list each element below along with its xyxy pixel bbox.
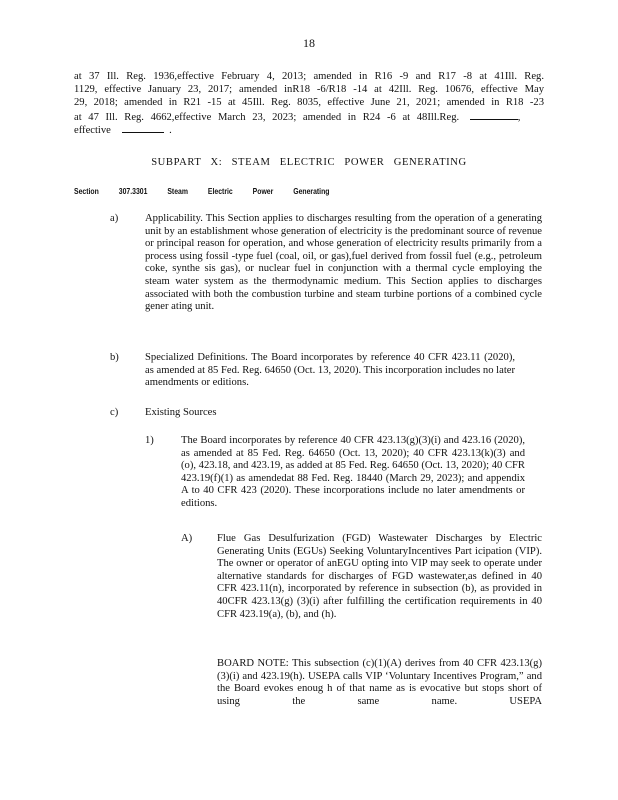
history-line-4-end: , bbox=[517, 112, 521, 123]
section-number: 307.3301 bbox=[118, 186, 148, 196]
item-b-text: Specialized Definitions. The Board incorporates by reference 40 CFR 423.11 (2020), as amended at 85 Fed. Reg. 64650 (Oct. 13, 2020). This incorporation includes no later amendments or editions. bbox=[145, 352, 515, 389]
item-c1-label: 1) bbox=[145, 435, 154, 446]
history-line-5-end: . bbox=[169, 125, 172, 136]
subpart-title: SUBPART X: STEAM ELECTRIC POWER GENERATING bbox=[151, 157, 467, 168]
item-c-label: c) bbox=[110, 407, 119, 418]
item-c-text: Existing Sources bbox=[145, 407, 217, 418]
item-c1A-text: Flue Gas Desulfurization (FGD) Wastewater Discharges by Electric Generating Units (EGUs) Seeking VoluntaryIncentives Part icipation (VIP). The owner or operator of anEGU opting into VIP may seek to operate under alternative standards for discharges of FGD wastewater,as defined in 40 CFR 423.11(n), incorporated by reference in subsection (b), as provided in 40CFR 423.13(g) (3)(i) after fulfilling the certification requirements in 40 CFR 423.19(a), (b), and (h). bbox=[217, 533, 542, 620]
board-note: BOARD NOTE: This subsection (c)(1)(A) derives from 40 CFR 423.13(g)(3)(i) and 423.19(h). USEPA calls VIP ‘Voluntary Incentives Program,” and the Board evokes enoug h of that name as is evocative but stops short of using the same name. USEPA bbox=[217, 658, 542, 707]
item-a-text: Applicability. This Section applies to discharges resulting from the operation of a generating unit by an establishment whose generation of electricity is the predominant source of revenue or principal reason for operation, and whose generation of electricity results primarily from a process using fossil -type fuel (coal, oil, or gas),fuel derived from fossil fuel (e.g., petroleum coke, synthe sis gas), or nuclear fuel in conjunction with a thermal cycle employing the steam water system as the thermodynamic medium. This Section applies to discharges associated with both the combustion turbine and steam turbine portions of a combined cycle gener ating unit. bbox=[145, 213, 542, 313]
section-heading bbox=[74, 186, 329, 196]
history-line-3: 29, 2018; amended in R21 -15 at 45Ill. Reg. 8035, effective June 21, 2021; amended in R18 -23 bbox=[74, 97, 544, 108]
page-number: 18 bbox=[303, 36, 315, 50]
blank-effective-date bbox=[122, 123, 164, 133]
item-c1-text: The Board incorporates by reference 40 CFR 423.13(g)(3)(i) and 423.16 (2020), as amended at 85 Fed. Reg. 64650 (Oct. 13, 2020); 40 CFR 423.13(k)(3) and (o), 423.18, and 423.19, as added at 85 Fed. Reg. 64650 (Oct. 13, 2020); 40 CFR 423.19(f)(1) as amendedat 88 Fed. Reg. 18440 (March 29, 2023); and appendix A to 40 CFR 423 (2020). These incorporations include no later amendments or editions. bbox=[181, 435, 525, 509]
history-line-5 bbox=[74, 123, 374, 138]
history-line-5-text: effective bbox=[74, 125, 111, 136]
history-line-1: at 37 Ill. Reg. 1936,effective February 4, 2013; amended in R16 -9 and R17 -8 at 41Ill. Reg. bbox=[74, 71, 544, 82]
item-b-label: b) bbox=[110, 352, 119, 363]
blank-register-page bbox=[470, 110, 518, 120]
history-line-4-text: at 47 Ill. Reg. 4662,effective March 23, 2023; amended in R24 -6 at 48Ill.Reg. bbox=[74, 112, 460, 123]
item-c1A-label: A) bbox=[181, 533, 193, 544]
section-title: Steam Electric Power Generating bbox=[167, 186, 330, 196]
history-line-2: 1129, effective January 23, 2017; amended inR18 -6/R18 -14 at 42Ill. Reg. 10676, effective May bbox=[74, 84, 544, 95]
item-a-label: a) bbox=[110, 213, 119, 224]
section-label: Section bbox=[74, 186, 99, 196]
